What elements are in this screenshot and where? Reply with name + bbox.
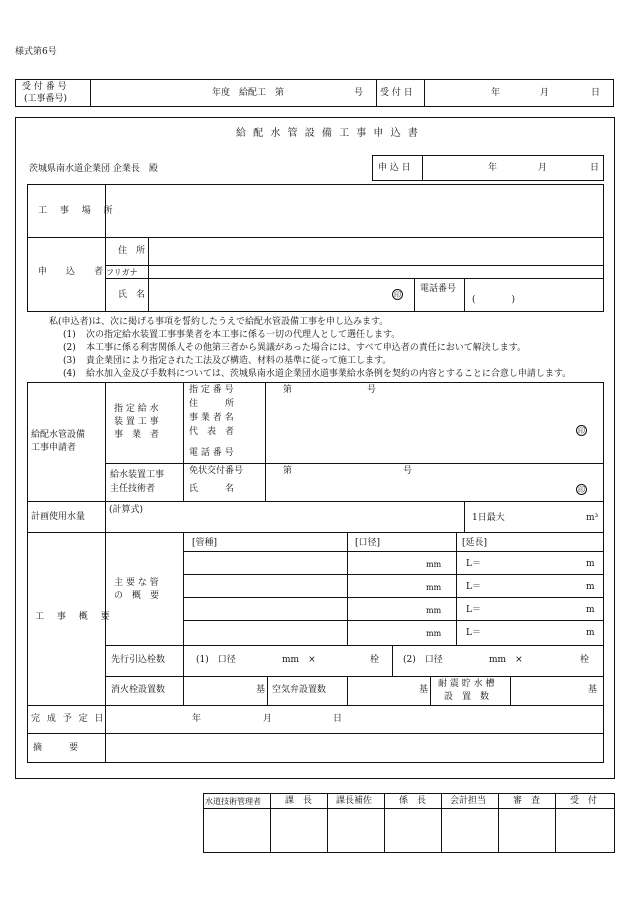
- quake-tank-label: 耐 震 貯 水 槽: [438, 679, 495, 689]
- address-label: 住 所: [118, 246, 146, 256]
- work-location-field[interactable]: [106, 185, 603, 236]
- addressee: 茨城県南水道企業団 企業長 殿: [29, 164, 158, 174]
- approval-header: 課長補佐: [336, 796, 373, 806]
- contractor-info-field[interactable]: [266, 383, 603, 462]
- receipt-no-label: 受 付 番 号: [22, 82, 67, 92]
- approval-header: 受 付: [570, 796, 598, 806]
- approval-header: 会計担当: [450, 796, 487, 806]
- pledge-item: 給水加入金及び手数料については、茨城県南水道企業団水道事業給水条例を契約の内容とすることに合意し申請します。: [86, 369, 572, 379]
- receipt-row: [15, 79, 614, 107]
- length-field[interactable]: L＝: [466, 582, 481, 592]
- calc-formula[interactable]: (計算式): [109, 505, 144, 515]
- work-location-label: 工 事 場 所: [38, 206, 118, 216]
- length-field[interactable]: L＝: [466, 605, 481, 615]
- main-pipe-label: 主 要 な 管: [114, 578, 159, 588]
- approval-header: 課 長: [285, 796, 313, 806]
- daily-max-label: 1日最大: [472, 513, 505, 523]
- furigana-field[interactable]: [149, 266, 603, 277]
- length-field[interactable]: L＝: [466, 559, 481, 569]
- form-title: 給 配 水 管 設 備 工 事 申 込 書: [236, 128, 420, 139]
- work-overview-label: 工 事 概 要: [35, 612, 115, 622]
- approval-header: 係 長: [399, 796, 427, 806]
- seal-mark: 印: [394, 291, 401, 299]
- chief-engineer-label: 給水装置工事: [110, 470, 165, 480]
- completion-date-label: 完 成 予 定 日: [31, 714, 106, 724]
- name-label: 氏 名: [118, 290, 146, 300]
- chief-seal-mark: 印: [578, 486, 585, 494]
- phone-label: 電話番号: [420, 284, 457, 294]
- remarks-label: 摘 要: [33, 743, 79, 753]
- col-pipe-type: [管種]: [192, 538, 218, 548]
- approval-header: 水道技術管理者: [205, 797, 261, 806]
- application-date-label: 申 込 日: [378, 163, 411, 173]
- fiscal-year-text: 年度 給配工 第: [212, 88, 285, 98]
- pledge-intro: 私(申込者)は、次に掲げる事項を誓約したうえで給配水管設備工事を申し込みます。: [49, 317, 389, 327]
- col-diameter: [口径]: [355, 538, 381, 548]
- pledge-item: 本工事に係る利害関係人その他第三者から異議があった場合には、すべて申込者の責任において解決します。: [86, 343, 527, 353]
- contractor-label: 給配水管設備: [31, 430, 86, 440]
- hydrant-label: 消火栓設置数: [111, 685, 166, 695]
- lead-in-label: 先行引込栓数: [111, 655, 166, 665]
- col-length: [延長]: [462, 538, 488, 548]
- contractor-seal-mark: 印: [578, 427, 585, 435]
- pledge-item: 貴企業団により指定された工法及び構造、材料の基準に従って施工します。: [86, 356, 392, 366]
- air-valve-label: 空気弁設置数: [272, 685, 327, 695]
- chief-engineer-field[interactable]: [266, 464, 603, 500]
- furigana-label: フリガナ: [106, 268, 138, 277]
- receipt-date-label: 受 付 日: [380, 88, 413, 98]
- remarks-field[interactable]: [106, 734, 603, 762]
- designated-contractor-label: 指 定 給 水: [114, 404, 159, 414]
- planned-usage-label: 計画使用水量: [31, 512, 86, 522]
- phone-field[interactable]: ( ): [472, 295, 516, 305]
- work-no-label: (工事番号): [24, 94, 68, 104]
- applicant-name-field[interactable]: [149, 279, 389, 311]
- pledge-item: 次の指定給水装置工事事業者を本工事に係る一切の代理人として選任します。: [86, 330, 401, 340]
- form-number: 様式第6号: [15, 47, 57, 57]
- approval-header: 審 査: [513, 796, 541, 806]
- completion-date-field[interactable]: [106, 706, 603, 732]
- applicant-address-field[interactable]: [149, 238, 603, 264]
- applicant-label: 申 込 者: [38, 267, 109, 277]
- length-field[interactable]: L＝: [466, 628, 481, 638]
